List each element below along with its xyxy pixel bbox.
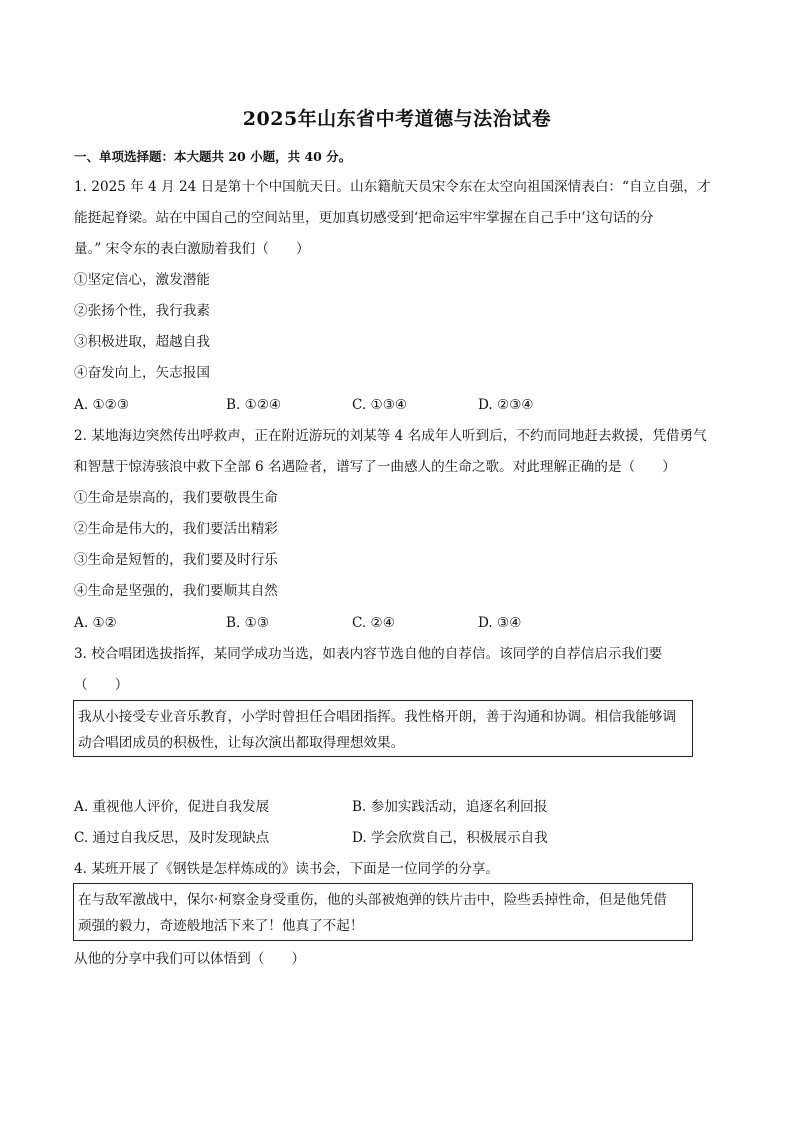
q2-item-4: ④生命是坚强的，我们要顺其自然 (74, 583, 278, 599)
q4-box-line-2: 顽强的毅力，奇迹般地活下来了！他真了不起！ (78, 918, 364, 934)
q1-item-1: ①坚定信心，激发潜能 (74, 272, 210, 288)
q1-stem-line-3: 量。” 宋令东的表白激励着我们（ ） (74, 241, 310, 257)
q2-item-1: ①生命是崇高的，我们要敬畏生命 (74, 490, 278, 506)
q2-stem-line-1: 2. 某地海边突然传出呼救声，正在附近游玩的刘某等 4 名成年人听到后，不约而同地赶去救援，凭借勇气 (74, 428, 707, 444)
section-heading: 一、单项选择题：本大题共 20 小题，共 40 分。 (74, 149, 352, 164)
q2-option-d[interactable]: D. ③④ (478, 615, 522, 631)
q4-prompt: 从他的分享中我们可以体悟到（ ） (74, 951, 306, 967)
q1-stem-line-1: 1. 2025 年 4 月 24 日是第十个中国航天日。山东籍航天员宋令东在太空向祖国深情表白：“自立自强，才 (74, 179, 711, 195)
q3-option-c[interactable]: C. 通过自我反思，及时发现缺点 (74, 830, 270, 846)
q3-box-line-2: 动合唱团成员的积极性，让每次演出都取得理想效果。 (78, 735, 405, 751)
q3-option-b[interactable]: B. 参加实践活动，追逐名利回报 (352, 799, 548, 815)
q1-item-3: ③积极进取，超越自我 (74, 334, 210, 350)
q1-option-a[interactable]: A. ①②③ (74, 397, 130, 413)
q3-letter-box (73, 700, 693, 757)
page-title: 2025年山东省中考道德与法治试卷 (242, 108, 552, 130)
q2-stem-line-2: 和智慧于惊涛骇浪中救下全部 6 名遇险者，谱写了一曲感人的生命之歌。对此理解正确的是（ ） (74, 459, 676, 475)
q1-option-b[interactable]: B. ①②④ (226, 397, 282, 413)
q2-option-b[interactable]: B. ①③ (226, 615, 270, 631)
q1-item-2: ②张扬个性，我行我素 (74, 303, 210, 319)
q4-share-box (73, 883, 693, 941)
q3-box-line-1: 我从小接受专业音乐教育，小学时曾担任合唱团指挥。我性格开朗，善于沟通和协调。相信我能够调 (78, 709, 677, 725)
q1-option-c[interactable]: C. ①③④ (352, 397, 408, 413)
q2-item-3: ③生命是短暂的，我们要及时行乐 (74, 552, 278, 568)
q4-box-line-1: 在与敌军激战中，保尔·柯察金身受重伤，他的头部被炮弹的铁片击中，险些丢掉性命，但是他凭借 (78, 892, 667, 908)
q2-item-2: ②生命是伟大的，我们要活出精彩 (74, 521, 278, 537)
q2-option-c[interactable]: C. ②④ (352, 615, 395, 631)
q4-stem-line-1: 4. 某班开展了《钢铁是怎样炼成的》读书会，下面是一位同学的分享。 (74, 861, 500, 877)
q1-item-4: ④奋发向上，矢志报国 (74, 365, 210, 381)
q3-option-d[interactable]: D. 学会欣赏自己，积极展示自我 (352, 830, 548, 846)
q3-option-a[interactable]: A. 重视他人评价，促进自我发展 (74, 799, 270, 815)
q3-stem-line-2: （ ） (74, 677, 129, 693)
q1-option-d[interactable]: D. ②③④ (478, 397, 534, 413)
q1-stem-line-2: 能挺起脊梁。站在中国自己的空间站里，更加真切感受到‘把命运牢牢掌握在自己手中’这句话的分 (74, 210, 654, 226)
q2-option-a[interactable]: A. ①② (74, 615, 117, 631)
q3-stem-line-1: 3. 校合唱团选拔指挥，某同学成功当选，如表内容节选自他的自荐信。该同学的自荐信启示我们要 (74, 646, 663, 662)
